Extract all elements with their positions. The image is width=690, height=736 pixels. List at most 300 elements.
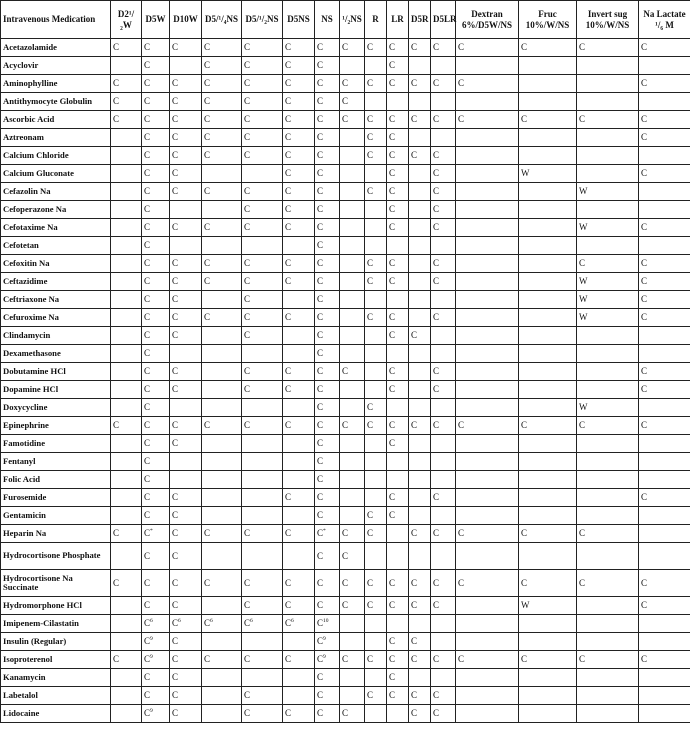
compatibility-cell: C	[315, 237, 340, 255]
compatibility-cell	[340, 273, 365, 291]
compatibility-cell	[456, 687, 519, 705]
compatibility-cell	[409, 219, 431, 237]
compatibility-cell	[340, 399, 365, 417]
table-row	[1, 39, 690, 57]
compatibility-cell: C	[170, 165, 202, 183]
compatibility-cell: C	[431, 75, 456, 93]
compatibility-cell: C	[365, 525, 387, 543]
compatibility-cell: C	[283, 201, 315, 219]
footnote-mark: 6	[150, 618, 153, 624]
compatibility-cell: C	[202, 255, 242, 273]
compatibility-cell	[387, 291, 409, 309]
compatibility-cell	[409, 273, 431, 291]
compatibility-cell	[431, 435, 456, 453]
table-row	[1, 489, 690, 507]
compatibility-cell	[431, 633, 456, 651]
compatibility-cell	[111, 381, 142, 399]
compatibility-cell: C	[431, 111, 456, 129]
compatibility-cell: C	[639, 219, 690, 237]
compatibility-cell	[202, 237, 242, 255]
compatibility-cell	[111, 489, 142, 507]
compatibility-cell	[111, 309, 142, 327]
footnote-mark: 10	[323, 618, 329, 624]
compatibility-cell	[111, 57, 142, 75]
column-header-solution: D5NS	[283, 1, 315, 39]
compatibility-cell: C	[242, 273, 283, 291]
compatibility-cell: C	[170, 309, 202, 327]
compatibility-cell: C	[365, 597, 387, 615]
compatibility-cell: C	[365, 687, 387, 705]
compatibility-cell: C	[519, 39, 577, 57]
medication-name: Hydrocortisone Phosphate	[1, 543, 111, 570]
medication-name: Antithymocyte Globulin	[1, 93, 111, 111]
compatibility-cell	[242, 453, 283, 471]
compatibility-cell	[340, 309, 365, 327]
compatibility-cell: C	[142, 570, 170, 597]
compatibility-cell	[111, 597, 142, 615]
compatibility-cell	[639, 201, 690, 219]
compatibility-cell	[387, 345, 409, 363]
compatibility-cell	[456, 615, 519, 633]
compatibility-cell	[283, 471, 315, 489]
compatibility-cell	[111, 507, 142, 525]
compatibility-cell	[639, 147, 690, 165]
footnote-mark: 6	[291, 618, 294, 624]
medication-name: Ascorbic Acid	[1, 111, 111, 129]
compatibility-cell	[242, 633, 283, 651]
compatibility-cell: C	[111, 651, 142, 669]
compatibility-cell: C	[456, 417, 519, 435]
compatibility-cell	[111, 273, 142, 291]
medication-name: Aminophylline	[1, 75, 111, 93]
compatibility-cell: C	[283, 219, 315, 237]
compatibility-cell	[365, 93, 387, 111]
compatibility-cell	[639, 183, 690, 201]
compatibility-cell	[577, 471, 639, 489]
compatibility-cell: $C^9$	[315, 633, 340, 651]
compatibility-cell	[283, 453, 315, 471]
compatibility-cell: C	[242, 93, 283, 111]
compatibility-cell	[111, 399, 142, 417]
compatibility-cell: C	[283, 165, 315, 183]
compatibility-cell	[519, 363, 577, 381]
compatibility-cell	[202, 633, 242, 651]
compatibility-cell	[170, 471, 202, 489]
compatibility-cell: C	[387, 489, 409, 507]
medication-name: Kanamycin	[1, 669, 111, 687]
compatibility-cell	[340, 633, 365, 651]
compatibility-cell: C	[170, 183, 202, 201]
compatibility-cell	[519, 381, 577, 399]
compatibility-cell: C	[202, 273, 242, 291]
compatibility-cell	[577, 57, 639, 75]
compatibility-cell	[111, 219, 142, 237]
compatibility-cell: C	[242, 39, 283, 57]
compatibility-cell: C	[340, 417, 365, 435]
compatibility-cell: C	[387, 183, 409, 201]
compatibility-cell: C	[387, 597, 409, 615]
compatibility-cell: C	[242, 570, 283, 597]
compatibility-cell	[431, 615, 456, 633]
column-header-solution: D5W	[142, 1, 170, 39]
table-row	[1, 165, 690, 183]
compatibility-cell	[202, 543, 242, 570]
compatibility-cell	[639, 471, 690, 489]
compatibility-cell	[202, 507, 242, 525]
compatibility-cell: C	[431, 651, 456, 669]
compatibility-cell	[202, 705, 242, 723]
compatibility-cell: C	[639, 363, 690, 381]
compatibility-cell: C	[387, 507, 409, 525]
compatibility-cell: C	[431, 309, 456, 327]
compatibility-cell: C	[387, 111, 409, 129]
compatibility-cell	[409, 201, 431, 219]
compatibility-cell: C	[315, 111, 340, 129]
compatibility-cell: C	[431, 147, 456, 165]
compatibility-cell: C	[577, 111, 639, 129]
compatibility-cell: C	[315, 705, 340, 723]
compatibility-cell: $C^6$	[202, 615, 242, 633]
compatibility-cell: C	[315, 381, 340, 399]
compatibility-cell	[202, 381, 242, 399]
compatibility-cell: C	[431, 201, 456, 219]
compatibility-cell: C	[639, 39, 690, 57]
compatibility-cell: C	[409, 705, 431, 723]
compatibility-cell: C	[340, 363, 365, 381]
compatibility-cell: W	[577, 399, 639, 417]
compatibility-cell	[365, 201, 387, 219]
column-header-solution: D5R	[409, 1, 431, 39]
compatibility-cell: C	[142, 669, 170, 687]
compatibility-cell	[111, 255, 142, 273]
compatibility-cell	[577, 597, 639, 615]
compatibility-cell	[577, 435, 639, 453]
compatibility-cell	[409, 345, 431, 363]
compatibility-cell: C	[142, 291, 170, 309]
compatibility-cell	[340, 345, 365, 363]
compatibility-cell: C	[142, 237, 170, 255]
table-row	[1, 291, 690, 309]
compatibility-cell: C	[315, 471, 340, 489]
compatibility-cell	[639, 93, 690, 111]
compatibility-cell: C	[431, 165, 456, 183]
compatibility-cell	[519, 57, 577, 75]
compatibility-cell	[519, 201, 577, 219]
compatibility-cell	[111, 669, 142, 687]
compatibility-cell: C	[456, 111, 519, 129]
footnote-mark: 9	[150, 708, 153, 714]
footnote-mark: 6	[210, 618, 213, 624]
compatibility-cell: C	[519, 417, 577, 435]
compatibility-cell: C	[142, 363, 170, 381]
compatibility-cell: C	[170, 525, 202, 543]
compatibility-cell: C	[456, 570, 519, 597]
compatibility-cell: C	[242, 183, 283, 201]
compatibility-cell: C	[365, 129, 387, 147]
compatibility-cell	[202, 345, 242, 363]
table-row	[1, 111, 690, 129]
table-row	[1, 453, 690, 471]
compatibility-cell: C	[142, 309, 170, 327]
compatibility-cell	[283, 399, 315, 417]
compatibility-cell	[283, 669, 315, 687]
compatibility-cell: C	[639, 291, 690, 309]
table-row	[1, 705, 690, 723]
column-header-medication: Intravenous Medication	[1, 1, 111, 39]
compatibility-cell	[577, 633, 639, 651]
compatibility-cell	[111, 543, 142, 570]
compatibility-cell: C	[242, 417, 283, 435]
compatibility-cell	[387, 615, 409, 633]
compatibility-cell: C	[387, 255, 409, 273]
compatibility-cell: C	[202, 183, 242, 201]
compatibility-cell: C	[202, 111, 242, 129]
compatibility-cell: C	[387, 633, 409, 651]
compatibility-cell: C	[577, 651, 639, 669]
compatibility-cell	[577, 381, 639, 399]
compatibility-cell: C	[431, 219, 456, 237]
compatibility-cell	[577, 201, 639, 219]
medication-name: Aztreonam	[1, 129, 111, 147]
compatibility-cell	[111, 435, 142, 453]
compatibility-cell	[365, 453, 387, 471]
compatibility-cell	[519, 291, 577, 309]
compatibility-cell	[431, 507, 456, 525]
compatibility-cell: C	[170, 111, 202, 129]
medication-name: Hydrocortisone Na Succinate	[1, 570, 111, 597]
compatibility-cell	[431, 291, 456, 309]
compatibility-cell	[111, 291, 142, 309]
compatibility-cell: C	[409, 147, 431, 165]
compatibility-cell: C	[242, 705, 283, 723]
compatibility-cell	[639, 507, 690, 525]
compatibility-cell: C	[387, 57, 409, 75]
compatibility-cell: C	[283, 111, 315, 129]
compatibility-cell: C	[242, 363, 283, 381]
compatibility-cell	[409, 471, 431, 489]
table-row	[1, 381, 690, 399]
compatibility-cell: C	[170, 75, 202, 93]
column-header-solution: D5LR	[431, 1, 456, 39]
compatibility-cell	[409, 309, 431, 327]
compatibility-cell	[111, 165, 142, 183]
compatibility-cell: C	[387, 147, 409, 165]
compatibility-cell: C	[170, 570, 202, 597]
compatibility-cell	[456, 507, 519, 525]
compatibility-cell: C	[242, 525, 283, 543]
compatibility-cell	[431, 345, 456, 363]
compatibility-cell	[111, 129, 142, 147]
compatibility-cell	[409, 129, 431, 147]
column-header-solution: Invert sug 10%/W/NS	[577, 1, 639, 39]
compatibility-cell	[639, 669, 690, 687]
compatibility-cell	[577, 93, 639, 111]
compatibility-cell: C	[315, 507, 340, 525]
compatibility-cell: C	[315, 363, 340, 381]
compatibility-cell: C	[170, 219, 202, 237]
compatibility-cell	[519, 129, 577, 147]
compatibility-cell	[170, 345, 202, 363]
footnote-mark: 9	[150, 654, 153, 660]
compatibility-cell	[202, 669, 242, 687]
compatibility-cell	[365, 345, 387, 363]
compatibility-cell: C	[170, 273, 202, 291]
compatibility-cell	[387, 543, 409, 570]
compatibility-cell	[283, 687, 315, 705]
compatibility-cell: C	[315, 453, 340, 471]
compatibility-cell: C	[142, 183, 170, 201]
medication-name: Cefazolin Na	[1, 183, 111, 201]
compatibility-cell: C	[315, 165, 340, 183]
compatibility-cell: C	[170, 435, 202, 453]
compatibility-cell: C	[315, 489, 340, 507]
compatibility-cell	[202, 327, 242, 345]
compatibility-cell: C	[315, 183, 340, 201]
compatibility-cell: C	[170, 489, 202, 507]
compatibility-cell: C	[365, 399, 387, 417]
medication-name: Doxycycline	[1, 399, 111, 417]
compatibility-cell: C	[315, 399, 340, 417]
compatibility-cell: C	[283, 129, 315, 147]
compatibility-cell	[639, 525, 690, 543]
compatibility-cell: W	[577, 183, 639, 201]
compatibility-cell	[431, 399, 456, 417]
compatibility-cell: C	[242, 147, 283, 165]
medication-name: Ceftazidime	[1, 273, 111, 291]
compatibility-cell: C	[315, 57, 340, 75]
compatibility-cell	[340, 237, 365, 255]
compatibility-cell	[577, 453, 639, 471]
compatibility-cell: C	[387, 39, 409, 57]
table-row	[1, 183, 690, 201]
compatibility-cell	[577, 345, 639, 363]
compatibility-cell: C	[142, 255, 170, 273]
compatibility-cell: C	[111, 525, 142, 543]
compatibility-cell: C	[639, 165, 690, 183]
compatibility-cell: C	[365, 273, 387, 291]
table-row	[1, 687, 690, 705]
compatibility-cell	[456, 147, 519, 165]
compatibility-cell: C	[639, 129, 690, 147]
compatibility-cell	[283, 291, 315, 309]
compatibility-cell	[519, 435, 577, 453]
compatibility-cell: C	[431, 705, 456, 723]
compatibility-cell	[111, 471, 142, 489]
compatibility-cell: $C^{10}$	[315, 615, 340, 633]
compatibility-cell: C	[242, 327, 283, 345]
compatibility-cell: C	[456, 651, 519, 669]
compatibility-cell	[409, 57, 431, 75]
compatibility-cell: C	[170, 705, 202, 723]
compatibility-cell: C	[283, 255, 315, 273]
compatibility-cell: C	[639, 570, 690, 597]
compatibility-cell: C	[315, 129, 340, 147]
compatibility-cell: C	[409, 597, 431, 615]
compatibility-cell: C	[315, 669, 340, 687]
compatibility-cell	[456, 471, 519, 489]
compatibility-cell	[202, 489, 242, 507]
compatibility-cell: C	[242, 291, 283, 309]
compatibility-cell	[365, 291, 387, 309]
compatibility-cell: C	[315, 417, 340, 435]
compatibility-cell: C	[340, 543, 365, 570]
compatibility-cell: C	[315, 39, 340, 57]
compatibility-cell: C	[315, 147, 340, 165]
compatibility-cell: C	[142, 687, 170, 705]
footnote-mark: 6	[178, 618, 181, 624]
compatibility-cell: C	[142, 435, 170, 453]
compatibility-cell	[519, 255, 577, 273]
compatibility-cell	[456, 489, 519, 507]
compatibility-cell: C	[111, 75, 142, 93]
compatibility-cell: C	[387, 129, 409, 147]
compatibility-cell	[577, 687, 639, 705]
compatibility-cell	[456, 705, 519, 723]
compatibility-cell: C	[365, 507, 387, 525]
compatibility-cell	[577, 363, 639, 381]
compatibility-cell: C	[142, 345, 170, 363]
compatibility-cell: C	[639, 309, 690, 327]
compatibility-cell: C	[202, 417, 242, 435]
compatibility-cell	[409, 489, 431, 507]
compatibility-cell	[365, 165, 387, 183]
compatibility-cell	[519, 507, 577, 525]
compatibility-cell: C	[365, 309, 387, 327]
compatibility-cell: C	[315, 93, 340, 111]
compatibility-cell: C	[577, 39, 639, 57]
compatibility-cell	[577, 75, 639, 93]
compatibility-cell	[111, 327, 142, 345]
compatibility-cell: C	[315, 255, 340, 273]
compatibility-cell: C	[409, 327, 431, 345]
medication-name: Epinephrine	[1, 417, 111, 435]
table-row	[1, 75, 690, 93]
compatibility-cell: C	[283, 309, 315, 327]
compatibility-cell: C	[409, 417, 431, 435]
compatibility-cell: C	[283, 417, 315, 435]
compatibility-cell	[409, 669, 431, 687]
compatibility-cell: C	[170, 633, 202, 651]
compatibility-cell	[519, 453, 577, 471]
compatibility-cell	[202, 453, 242, 471]
compatibility-cell	[456, 669, 519, 687]
compatibility-cell: W	[577, 219, 639, 237]
compatibility-cell: C	[431, 255, 456, 273]
compatibility-cell	[283, 345, 315, 363]
table-row	[1, 129, 690, 147]
compatibility-cell	[170, 201, 202, 219]
compatibility-cell: C	[142, 75, 170, 93]
table-row	[1, 363, 690, 381]
compatibility-cell: C	[340, 597, 365, 615]
compatibility-cell: C	[142, 219, 170, 237]
compatibility-cell: C	[387, 417, 409, 435]
compatibility-cell	[111, 363, 142, 381]
medication-name: Insulin (Regular)	[1, 633, 111, 651]
compatibility-cell	[577, 615, 639, 633]
compatibility-cell	[202, 291, 242, 309]
compatibility-cell: C	[142, 507, 170, 525]
compatibility-cell: C	[315, 273, 340, 291]
compatibility-cell	[365, 669, 387, 687]
medication-name: Calcium Gluconate	[1, 165, 111, 183]
compatibility-cell: C	[639, 489, 690, 507]
compatibility-cell: C	[242, 129, 283, 147]
compatibility-cell: C	[456, 525, 519, 543]
compatibility-cell: C	[340, 525, 365, 543]
compatibility-cell: C	[170, 669, 202, 687]
compatibility-cell: C	[409, 111, 431, 129]
